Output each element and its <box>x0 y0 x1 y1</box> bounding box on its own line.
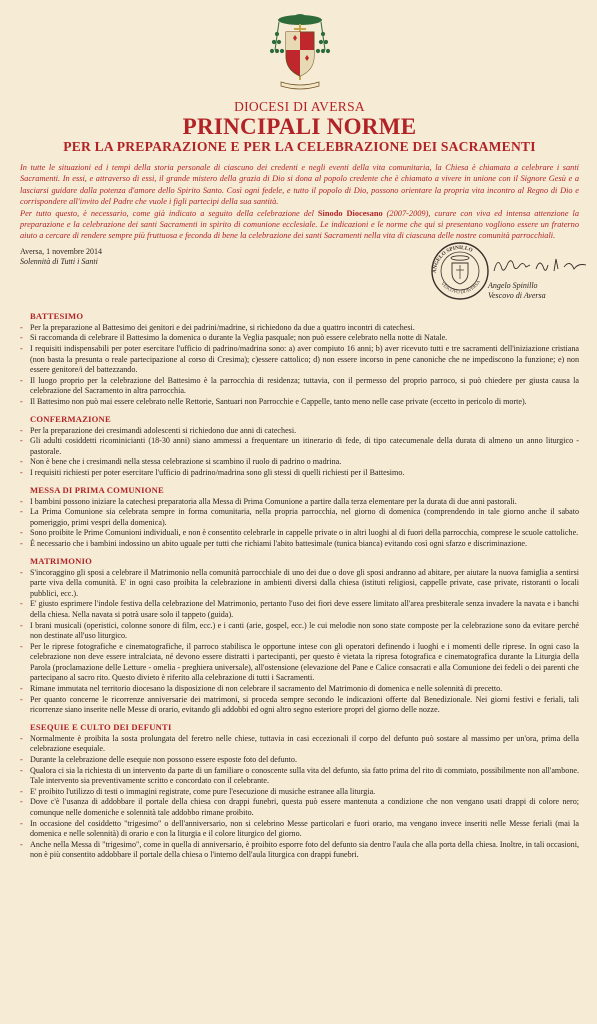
norm-text: Gli adulti cosiddetti ricominicianti (18-30 anni) siano ammessi a frequentare un itinerario di fede, di tipo catecumenale della durata di almeno un anno liturgico - pastorale. <box>30 436 579 456</box>
norm-text: Qualora ci sia la richiesta di un intervento da parte di un familiare o conoscente sulla vita del defunto, sia fatto prima del rito di commiato, possibilmente non all'ambone. Tale intervento sia preventivamente scritto e concordato con il celebrante. <box>30 765 579 786</box>
svg-text:VESCOVO DI AVERSA: VESCOVO DI AVERSA <box>440 279 481 295</box>
bullet-dash-icon: - <box>20 496 23 506</box>
bullet-dash-icon: - <box>20 684 23 694</box>
norm-text: In occasione del cosiddetto "trigesimo" o dell'anniversario, non si celebrino Messe particolari e fuori orario, ma vengano invece inseriti nelle Messe feriali (mai la domenica e nelle solennità) di orario e con la liturgia e il colore liturgico del giorno. <box>30 818 579 839</box>
norm-list <box>20 426 579 479</box>
norm-text: Non è bene che i cresimandi nella stessa celebrazione si scambino il ruolo di padrino o madrina. <box>30 457 342 467</box>
bishop-name: Angelo Spinillo <box>488 280 538 290</box>
norm-item <box>20 642 579 684</box>
norm-text: S'incoraggino gli sposi a celebrare il Matrimonio nella comunità parrocchiale di uno dei due o dove gli sposi andranno ad abitare, per aiutare la nuova famiglia a sentirsi parte viva della comunità. E' in ogni caso proibita la celebrazione in ambienti diversi dalla chiesa (istituti religiosi, cappelle private, case private, ristoranti o locali pubblici, ecc.). <box>30 567 579 598</box>
bishop-role: Vescovo di Aversa <box>488 290 546 300</box>
norm-text: Anche nella Messa di "trigesimo", come in quella di anniversario, è proibito esporre foto del defunto sia dentro l'aula che alla porta della chiesa. Inoltre, in tali occasioni, non è più consentito addobbare il portale della chiesa o l'interno dell'aula liturgica con drappi funebri. <box>30 839 579 860</box>
norm-text: Normalmente è proibita la sosta prolungata del feretro nelle chiese, tuttavia in casi eccezionali il corpo del defunto può sostare al massimo per un'ora, prima della celebrazione esequiale. <box>30 733 579 754</box>
norm-text: Dove c'è l'usanza di addobbare il portale della chiesa con drappi funebri, questa può essere mantenuta a condizione che non vengano usati drappi di colore nero; comunque nelle domeniche e solennità tale addobbo rimane proibito. <box>30 797 579 817</box>
norm-list <box>20 497 579 550</box>
intro-p2-after: (2007-2009), curare con viva ed intensa attenzione la preparazione e la celebrazione dei santi Sacramenti in spirito di comunione ecclesiale. Le indicazioni e le norme che qui si presentano vogliono essere un fraterno aiuto a cercare di rendere sempre più fruttuosa e feconda di bene la celebrazione dei santi Sacramenti nella vita di ciascuna delle nostre comunità parrocchiali. <box>20 208 580 241</box>
intro-p2-before: Per tutto questo, è necessario, come già indicato a seguito della celebrazione del <box>20 208 314 218</box>
bullet-dash-icon: - <box>20 457 23 467</box>
bullet-dash-icon: - <box>20 507 23 517</box>
norm-text: Il Battesimo non può mai essere celebrato nelle Rettorie, Santuari non Parrocchie e Cappelle, tanto meno nelle case private (eccetto in pericolo di morte). <box>30 397 527 406</box>
norm-item <box>20 436 579 457</box>
bullet-dash-icon: - <box>20 397 23 406</box>
norm-item <box>20 528 579 539</box>
norm-item <box>20 397 579 408</box>
norm-text: Rimane immutata nel territorio diocesano la disposizione di non celebrare il sacramento del Matrimonio di domenica e nelle solennità di precetto. <box>30 684 503 694</box>
norm-item <box>20 344 579 376</box>
bullet-dash-icon: - <box>20 344 23 354</box>
page-subtitle: PER LA PREPARAZIONE E PER LA CELEBRAZIONE DEI SACRAMENTI <box>63 139 536 154</box>
signature-block <box>20 244 579 305</box>
dedication: Solennità di Tutti i Santi <box>20 256 98 266</box>
norm-item <box>20 497 579 508</box>
bullet-dash-icon: - <box>20 641 23 651</box>
bullet-dash-icon: - <box>20 599 23 609</box>
norm-text: Si raccomanda di celebrare il Battesimo la domenica o durante la Veglia pasquale; non può essere celebrato nella notte di Natale. <box>30 333 448 343</box>
intro-paragraph-2 <box>20 208 579 242</box>
norm-item <box>20 333 579 344</box>
norm-item <box>20 599 579 620</box>
norm-item <box>20 426 579 437</box>
norm-item <box>20 568 579 600</box>
norm-item <box>20 539 579 550</box>
norm-item <box>20 323 579 334</box>
section-battesimo <box>20 311 579 408</box>
bullet-dash-icon: - <box>20 620 23 630</box>
section-heading: MESSA DI PRIMA COMUNIONE <box>30 484 164 495</box>
norm-text: I requisiti indispensabili per poter esercitare l'ufficio di padrino/madrina sono: a) aver compiuto 16 anni; b) aver ricevuto tutti e tre sacramenti dell'iniziazione cristiana (non basta la presunta o reale partecipazione al corso di Cresima); c)essere cattolico; d) non essere incorso in pene canoniche che ne impediscono la funzione; e) non essere genitore/i del battezzando. <box>30 344 579 375</box>
bullet-dash-icon: - <box>20 425 23 435</box>
bullet-dash-icon: - <box>20 733 23 743</box>
norm-list <box>20 734 579 861</box>
bullet-dash-icon: - <box>20 528 23 538</box>
norm-list <box>20 323 579 408</box>
intro-paragraph-1: In tutte le situazioni ed i tempi della storia personale di ciascuno dei credenti e negli eventi della vita comunitaria, la Chiesa è chiamata a celebrare i santi Sacramenti. In essi, e attraverso di essi, il grande mistero della grazia di Dio si dona al popolo credente che è chiamato a vivere in unione con il Signore Gesù e a lasciarsi guidare dalla potenza d'amore dello Spirito Santo. Così ogni fedele, e tutto il popolo di Dio, possono orientare la propria vita incontro al Regno di Dio e corrispondere all'invito del Padre che vuole i figli partecipi della sua santità. <box>20 163 579 207</box>
norm-item <box>20 797 579 818</box>
norms-sections <box>20 311 579 861</box>
bullet-dash-icon: - <box>20 567 23 577</box>
place-date-block <box>20 247 102 267</box>
place-date: Aversa, 1 novembre 2014 <box>20 246 103 256</box>
norm-item <box>20 766 579 787</box>
bishop-name-block <box>488 281 546 301</box>
norm-text: Per le riprese fotografiche e cinematografiche, il parroco stabilisca le opportune intese con gli operatori definendo i luoghi e i momenti delle riprese. In ogni caso la celebrazione non deve essere intralciata, né devono essere distratti i partecipanti, per questo è vietata la ripresa fotografica e cinematografica durante la Liturgia della Parola (proclamazione delle Letture - omelia - preghiera universale), all'ostensione (elevazione del Pane e Calice consacrati e alla Comunione dei fedeli o dei parenti che partecipano al sacro rito. Questo divieto è riferito alla celebrazione di tutti i Sacramenti. <box>30 641 579 683</box>
episcopal-crest-icon <box>267 10 333 94</box>
norm-item <box>20 734 579 755</box>
norm-item <box>20 376 579 397</box>
handwritten-signature <box>490 253 590 277</box>
section-esequie-e-culto-dei-defunti <box>20 722 579 861</box>
bullet-dash-icon: - <box>20 694 23 704</box>
norm-text: Sono proibite le Prime Comunioni individuali, e non è consentito celebrarle in cappelle private o in altri luoghi al di fuori della parrocchia, comprese le scuole cattoliche. <box>30 528 579 538</box>
norm-text: Per quanto concerne le ricorrenze anniversarie dei matrimoni, si proceda sempre secondo le indicazioni offerte dal Benedizionale. Nei giorni festivi e feriali, tali ricorrenze siano inserite nelle Messe di orario, evitando gli addobbi ed ogni altro segno esteriore propri del giorno delle nozze. <box>30 694 579 715</box>
norm-text: I bambini possono iniziare la catechesi preparatoria alla Messa di Prima Comunione a partire dalla terza elementare per la durata di due anni pastorali. <box>30 496 517 506</box>
norm-text: Per la preparazione dei cresimandi adolescenti si richiedono due anni di catechesi. <box>30 425 297 435</box>
norm-item <box>20 468 579 479</box>
intro-text <box>20 162 579 242</box>
section-heading: BATTESIMO <box>30 310 84 321</box>
bullet-dash-icon: - <box>20 375 23 385</box>
norm-text: I requisiti richiesti per poter esercitare l'ufficio di padrino/madrina sono gli stessi di quelli richiesti per il Battesimo. <box>30 467 405 477</box>
norm-text: La Prima Comunione sia celebrata sempre in forma comunitaria, nella propria parrocchia, nel giorno di domenica (comprendendo in tale giorno anche il sabato pomeriggio, primi vespri della domenica). <box>30 507 579 527</box>
norm-item <box>20 787 579 798</box>
section-heading: ESEQUIE E CULTO DEI DEFUNTI <box>30 721 172 732</box>
bullet-dash-icon: - <box>20 322 23 332</box>
section-matrimonio <box>20 556 579 716</box>
norm-text: È necessario che i bambini indossino un abito uguale per tutti che richiami l'abito battesimale (tunica bianca) evitando così ogni sfarzo e discriminazione. <box>30 538 528 548</box>
norm-item <box>20 840 579 861</box>
section-messa-di-prima-comunione <box>20 485 579 550</box>
bullet-dash-icon: - <box>20 818 23 828</box>
bullet-dash-icon: - <box>20 765 23 775</box>
bishop-seal-icon <box>430 241 490 301</box>
norm-item <box>20 621 579 642</box>
norm-text: E' giusto esprimere l'indole festiva della celebrazione del Matrimonio, pertanto l'uso dei fiori deve essere limitato all'area presbiterale senza invadere la navata e i banchi della chiesa. Nella navata si potrà usare solo il tappeto (guida). <box>30 599 579 619</box>
bullet-dash-icon: - <box>20 538 23 548</box>
norm-item <box>20 695 579 716</box>
section-heading: MATRIMONIO <box>30 555 92 566</box>
bullet-dash-icon: - <box>20 333 23 343</box>
bullet-dash-icon: - <box>20 755 23 765</box>
norm-item <box>20 457 579 468</box>
bullet-dash-icon: - <box>20 797 23 807</box>
norm-text: Per la preparazione al Battesimo dei genitori e dei padrini/madrine, si richiedono da due a quattro incontri di catechesi. <box>30 322 415 332</box>
norm-item <box>20 819 579 840</box>
norm-list <box>20 568 579 716</box>
intro-p2-bold: Sinodo Diocesano <box>317 208 383 218</box>
section-heading: CONFERMAZIONE <box>30 413 111 424</box>
section-confermazione <box>20 414 579 479</box>
bullet-dash-icon: - <box>20 436 23 446</box>
svg-text:ANGELO SPINILLO: ANGELO SPINILLO <box>431 244 474 274</box>
bullet-dash-icon: - <box>20 467 23 477</box>
bullet-dash-icon: - <box>20 786 23 796</box>
norm-item <box>20 755 579 766</box>
norm-text: I brani musicali (operistici, colonne sonore di film, ecc.) e i canti (arie, gospel, ecc.) le cui melodie non sono state composte per la celebrazione sono da evitare perché non destinate all'uso liturgico. <box>30 620 579 641</box>
diocese-name: DIOCESI DI AVERSA <box>234 99 365 114</box>
norm-text: Il luogo proprio per la celebrazione del Battesimo è la parrocchia di residenza; tuttavia, con il permesso del proprio parroco, si può chiedere per giusta causa la celebrazione del Sacramento in altra parrocchia. <box>30 375 579 396</box>
norm-item <box>20 684 579 695</box>
norm-text: E' proibito l'utilizzo di testi o immagini registrate, come pure l'esecuzione di musiche estranee alla liturgia. <box>30 786 376 796</box>
page-title: PRINCIPALI NORME <box>182 114 417 139</box>
bullet-dash-icon: - <box>20 839 23 849</box>
norm-item <box>20 507 579 528</box>
norm-text: Durante la celebrazione delle esequie non possono essere esposte foto del defunto. <box>30 755 297 765</box>
